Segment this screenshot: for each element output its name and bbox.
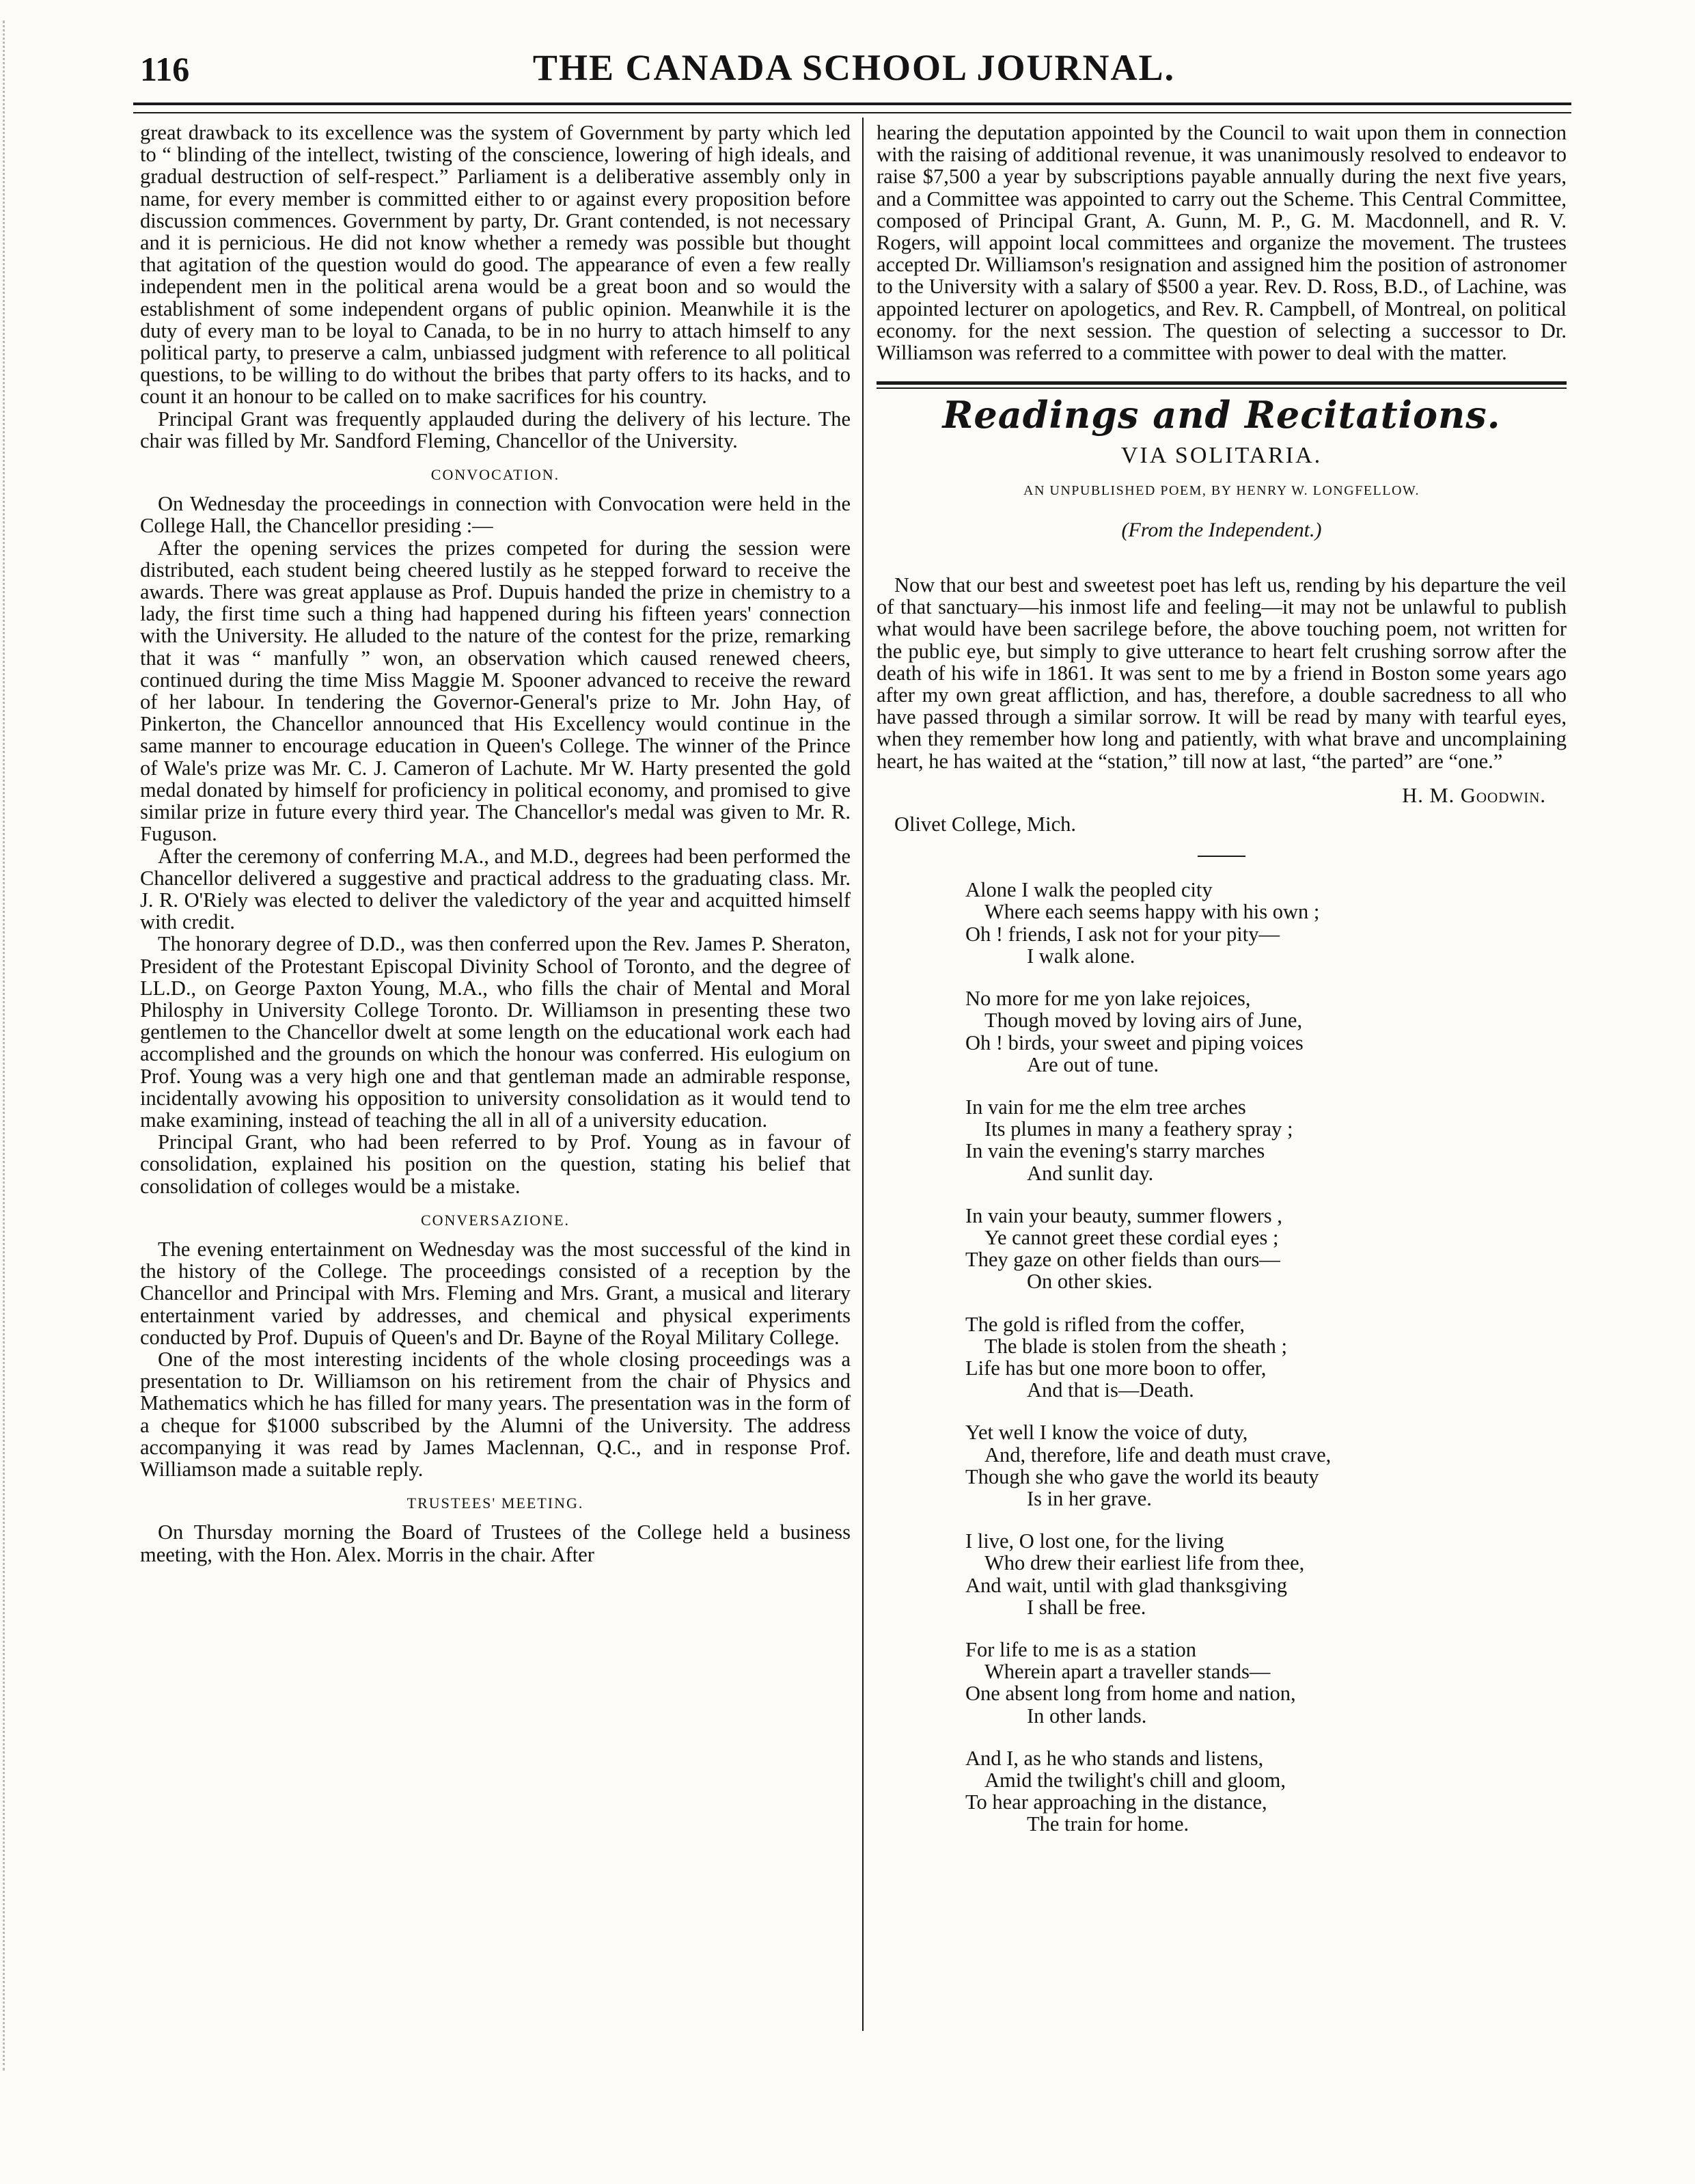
poem-stanza — [965, 1530, 1567, 1618]
article-paragraph: On Thursday morning the Board of Trustees of the College held a business meeting, with the Hon. Alex. Morris in the chair. After — [140, 1520, 851, 1566]
poem-line: The gold is rifled from the coffer, — [965, 1312, 1245, 1336]
poem-introduction: Now that our best and sweetest poet has left us, rending by his departure the veil of that sanctuary—his inmost life and feeling—it may not be unlawful to publish what would have been sacrilege before, the above touching poem, not written for the public eye, but simply to give utterance to heart felt crushing sorrow after the death of his wife in 1861. It was sent to me by a friend in Boston some years ago after my own great affliction, and has, therefore, a double sacredness to all who have passed through a similar sorrow. It will be read by many with tearful eyes, when they remember how long and patiently, with what brave and uncomplaining heart, he has waited at the “station,” till now at last, “the parted” are “one.” — [877, 573, 1567, 773]
poem-line: Yet well I know the voice of duty, — [965, 1421, 1248, 1445]
poem-stanza — [965, 987, 1567, 1076]
poem-line: Ye cannot greet these cordial eyes ; — [984, 1225, 1279, 1249]
article-paragraph: hearing the deputation appointed by the Council to wait upon them in connection with the raising of additional revenue, it was unanimously resolved to endeavor to raise $7,500 a year by subscriptions payable annually during the next five years, and a Committee was appointed to carry out the Scheme. This Central Committee, composed of Principal Grant, A. Gunn, M. P., G. M. Macdonnell, and R. V. Rogers, will appoint local committees and organize the movement. The trustees accepted Dr. Williamson's resignation and assigned him the position of astronomer to the University with a salary of $500 a year. Rev. D. Ross, B.D., of Lachine, was appointed lecturer on apologetics, and Rev. R. Campbell, of Montreal, on political economy. for the next session. The question of selecting a successor to Dr. Williamson was referred to a committee with power to deal with the matter. — [877, 121, 1567, 365]
poem-line: I live, O lost one, for the living — [965, 1529, 1224, 1553]
poem-stanza — [965, 1205, 1567, 1293]
left-column — [140, 122, 851, 1566]
article-paragraph: After the ceremony of conferring M.A., and M.D., degrees had been performed the Chancellor delivered a suggestive and practical address to the graduating class. Mr. J. R. O'Riely was elected to deliver the valedictory of the year and acquitted himself with credit. — [140, 844, 851, 934]
article-paragraph: On Wednesday the proceedings in connection with Convocation were held in the College Hall, the Chancellor presiding :— — [140, 492, 851, 538]
article-paragraph: The evening entertainment on Wednesday was the most successful of the kind in the history of the College. The proceedings consisted of a reception by the Chancellor and Principal with Mrs. Fleming and Mrs. Grant, a musical and literary entertainment varied by addresses, and chemical and physical experiments conducted by Prof. Dupuis of Queen's and Dr. Bayne of the Royal Military College. — [140, 1237, 851, 1349]
poem-line: In vain the evening's starry marches — [965, 1139, 1265, 1163]
poem-line: The train for home. — [1027, 1812, 1189, 1836]
convocation-heading: CONVOCATION. — [430, 466, 560, 484]
poem-line: On other skies. — [1027, 1270, 1153, 1294]
section-rule — [877, 381, 1567, 389]
poem-stanza — [965, 1747, 1567, 1835]
poem-stanza — [965, 1096, 1567, 1184]
page-header — [140, 42, 1568, 97]
poem-line: Where each seems happy with his own ; — [984, 900, 1320, 924]
poem-line: And, therefore, life and death must crave, — [984, 1443, 1332, 1466]
poem-line: And I, as he who stands and listens, — [965, 1746, 1264, 1770]
article-paragraph: The honorary degree of D.D., was then conferred upon the Rev. James P. Sheraton, President of the Protestant Episcopal Divinity School of Toronto, and the degree of LL.D., on George Paxton Young, M.A., who fills the chair of Mental and Moral Philosphy in University College Toronto. Dr. Williamson in presenting these two gentlemen to the Chancellor dwelt at some length on the educational work each had accomplished and the grounds on which the honour was conferred. His eulogium on Prof. Young was a very high one and that gentleman made an admirable response, incidentally avowing his opposition to university consolidation as it would tend to make examining, instead of teaching the all in all of a university education. — [140, 932, 851, 1132]
poem-title: VIA SOLITARIA. — [1120, 443, 1323, 469]
poem-line: I walk alone. — [1027, 944, 1135, 968]
place-line: Olivet College, Mich. — [894, 813, 1076, 836]
poem-line: Are out of tune. — [1027, 1052, 1159, 1076]
poem-line: To hear approaching in the distance, — [965, 1790, 1267, 1814]
column-divider — [862, 118, 864, 2031]
poem-stanza — [965, 1421, 1567, 1510]
poem-line: Though moved by loving airs of June, — [984, 1009, 1303, 1033]
conversazione-heading: CONVERSAZIONE. — [420, 1211, 570, 1229]
poem-line: Oh ! friends, I ask not for your pity— — [965, 922, 1280, 946]
signature-text: H. M. Goodwin. — [1402, 783, 1546, 807]
poem-line: And that is—Death. — [1027, 1378, 1194, 1402]
poem-subtitle: AN UNPUBLISHED POEM, BY HENRY W. LONGFELLOW. — [1023, 482, 1420, 498]
poem-line: I shall be free. — [1027, 1595, 1146, 1619]
poem-source: (From the Independent.) — [1121, 518, 1322, 541]
poem-line: One absent long from home and nation, — [965, 1682, 1296, 1706]
poem-line: Amid the twilight's chill and gloom, — [984, 1768, 1286, 1792]
poem-stanza — [965, 1313, 1567, 1402]
poem-line: They gaze on other fields than ours— — [965, 1248, 1280, 1272]
poem-stanza — [965, 879, 1567, 967]
poem-line: In vain your beauty, summer flowers , — [965, 1203, 1282, 1227]
article-paragraph: great drawback to its excellence was the system of Government by party which led to “ blinding of the intellect, twisting of the conscience, lowering of high ideals, and gradual destruction of self-respect.” Parliament is a deliberative assembly only in name, for every member is committed either to or against every proposition before discussion commences. Government by party, Dr. Grant contended, is not necessary and it is pernicious. He did not know whether a remedy was possible but thought that agitation of the question would do good. The appearance of even a few really independent men in the political arena would be a great boon and so would the establishment of some independent organs of public opinion. Meanwhile it is the duty of every man to be loyal to Canada, to be in no hurry to attach himself to any political party, to preserve a calm, unbiassed judgment with reference to all political questions, to be willing to do without the bribes that party offers to its hacks, and to count it an honour to be called on to make sacrifices for his country. — [140, 121, 851, 409]
poem-line: The blade is stolen from the sheath ; — [984, 1334, 1287, 1358]
article-paragraph: Principal Grant was frequently applauded during the delivery of his lecture. The chair was filled by Mr. Sandford Fleming, Chancellor of the University. — [140, 407, 851, 452]
header-rule — [133, 103, 1571, 113]
poem-line: In other lands. — [1027, 1704, 1147, 1728]
poem-line: And wait, until with glad thanksgiving — [965, 1573, 1288, 1597]
poem-line: Alone I walk the peopled city — [965, 878, 1213, 902]
trustees-meeting-heading: TRUSTEES' MEETING. — [406, 1494, 584, 1512]
poem-line: For life to me is as a station — [965, 1637, 1196, 1661]
signature — [877, 784, 1546, 806]
poem-line: Wherein apart a traveller stands— — [984, 1660, 1271, 1684]
poem-line: Its plumes in many a feathery spray ; — [984, 1117, 1293, 1141]
poem — [877, 879, 1567, 1835]
journal-title: THE CANADA SCHOOL JOURNAL. — [532, 47, 1176, 88]
article-paragraph: One of the most interesting incidents of the whole closing proceedings was a presentation to Dr. Williamson on his retirement from the chair of Physics and Mathematics which he has filled for many years. The presentation was in the form of a cheque for $1000 subscribed by the Alumni of the University. The address accompanying it was read by James Maclennan, Q.C., and in response Prof. Williamson made a suitable reply. — [140, 1347, 851, 1481]
poem-stanza — [965, 1639, 1567, 1727]
page-number: 116 — [140, 50, 190, 88]
poem-line: Is in her grave. — [1027, 1486, 1152, 1510]
poem-line: Life has but one more boon to offer, — [965, 1356, 1267, 1380]
poem-line: Who drew their earliest life from thee, — [984, 1551, 1305, 1575]
poem-line: And sunlit day. — [1027, 1161, 1154, 1185]
poem-line: No more for me yon lake rejoices, — [965, 987, 1251, 1011]
section-title: Readings and Recitations. — [942, 393, 1501, 437]
poem-line: Though she who gave the world its beauty — [965, 1464, 1319, 1488]
scan-margin-marks — [3, 21, 25, 2071]
article-paragraph: After the opening services the prizes competed for during the session were distributed, each student being cheered lustily as he stepped forward to receive the awards. There was great applause as Prof. Dupuis handed the prize in chemistry to a lady, the first time such a thing had happened during his fifteen years' connection with the University. He alluded to the nature of the contest for the prize, remarking that it was “ manfully ” won, an observation which caused renewed cheers, continued during the time Miss Maggie M. Spooner advanced to receive the reward of her labour. In tendering the Governor-General's prize to Mr. John Hay, of Pinkerton, the Chancellor announced that His Excellency would continue in the same manner to encourage education in Queen's College. The winner of the Prince of Wale's prize was Mr. C. J. Cameron of Lachute. Mr W. Harty presented the gold medal donated by himself for proficiency in political economy, and promised to give similar prize in future every third year. The Chancellor's medal was given to Mr. R. Fuguson. — [140, 536, 851, 846]
right-column — [877, 122, 1567, 1856]
article-paragraph: Principal Grant, who had been referred to by Prof. Young as in favour of consolidation, explained his position on the question, stating his belief that consolidation of colleges would be a mistake. — [140, 1130, 851, 1198]
short-rule — [1198, 856, 1245, 857]
poem-line: In vain for me the elm tree arches — [965, 1095, 1246, 1119]
poem-line: Oh ! birds, your sweet and piping voices — [965, 1030, 1304, 1054]
